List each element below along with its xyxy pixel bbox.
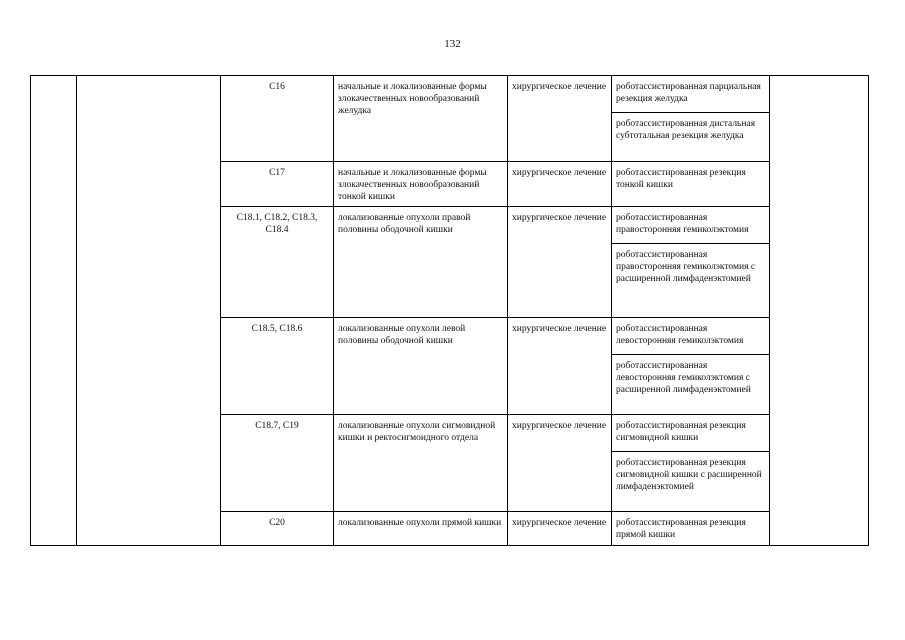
cell-blank-2 [77, 76, 221, 546]
table-row [31, 76, 869, 162]
method-item: роботассистированная резекция сигмовидной кишки с расширенной лимфаденэктомией [616, 458, 762, 492]
method-item: роботассистированная левосторонняя гемиколэктомия [612, 318, 769, 355]
cell-code: C18.7, C19 [221, 415, 334, 512]
method-item: роботассистированная резекция сигмовидной кишки [612, 415, 769, 452]
cell-blank-1 [31, 76, 77, 546]
cell-code: C18.5, C18.6 [221, 318, 334, 415]
cell-methods [612, 415, 770, 512]
cell-code: C17 [221, 162, 334, 207]
cell-treatment: хирургическое лечение [508, 318, 612, 415]
page-number: 132 [444, 38, 461, 50]
cell-treatment: хирургическое лечение [508, 415, 612, 512]
cell-method: роботассистированная резекция тонкой кишки [612, 162, 770, 207]
cell-code: C16 [221, 76, 334, 162]
method-item: роботассистированная дистальная субтотальная резекция желудка [616, 119, 756, 141]
method-item: роботассистированная парциальная резекция желудка [612, 76, 769, 113]
cell-blank-3 [770, 76, 869, 546]
cell-methods [612, 76, 770, 162]
method-item: роботассистированная левосторонняя гемиколэктомия с расширенной лимфаденэктомией [616, 361, 751, 395]
cell-condition: начальные и локализованные формы злокачественных новообразований тонкой кишки [334, 162, 508, 207]
cell-treatment: хирургическое лечение [508, 512, 612, 546]
cell-condition: локализованные опухоли правой половины ободочной кишки [334, 207, 508, 318]
cell-code: C20 [221, 512, 334, 546]
cell-treatment: хирургическое лечение [508, 207, 612, 318]
cell-treatment: хирургическое лечение [508, 76, 612, 162]
cell-treatment: хирургическое лечение [508, 162, 612, 207]
cell-condition: локализованные опухоли прямой кишки [334, 512, 508, 546]
cell-condition: локализованные опухоли левой половины ободочной кишки [334, 318, 508, 415]
cell-method: роботассистированная резекция прямой кишки [612, 512, 770, 546]
cell-condition: локализованные опухоли сигмовидной кишки и ректосигмоидного отдела [334, 415, 508, 512]
cell-methods [612, 207, 770, 318]
cell-code: C18.1, C18.2, C18.3, C18.4 [221, 207, 334, 318]
method-item: роботассистированная правосторонняя гемиколэктомия [612, 207, 769, 244]
treatment-table [30, 75, 869, 546]
method-item: роботассистированная правосторонняя гемиколэктомия с расширенной лимфаденэктомией [616, 250, 756, 284]
cell-methods [612, 318, 770, 415]
cell-condition: начальные и локализованные формы злокачественных новообразований желудка [334, 76, 508, 162]
